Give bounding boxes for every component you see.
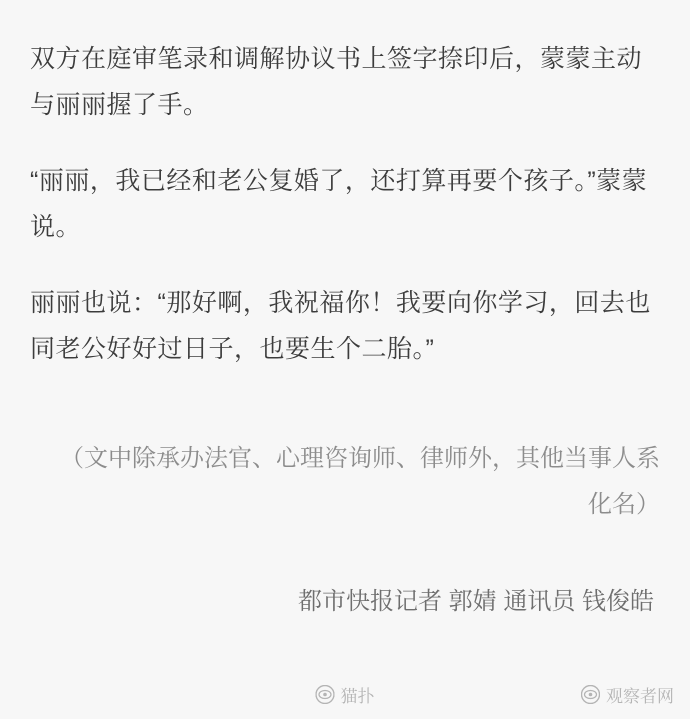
weibo-eye-icon — [316, 685, 335, 704]
article-note: （文中除承办法官、心理咨询师、律师外，其他当事人系化名） — [60, 445, 660, 518]
watermark-right-label: 观察者网 — [606, 687, 674, 706]
article-paragraph: 双方在庭审笔录和调解协议书上签字捺印后，蒙蒙主动与丽丽握了手。 — [30, 45, 643, 119]
article-byline: 都市快报记者 郭婧 通讯员 钱俊皓 — [297, 588, 654, 615]
byline-container — [30, 582, 660, 622]
weibo-eye-icon — [581, 685, 600, 704]
article-paragraph: 丽丽也说：“那好啊，我祝福你！我要向你学习，回去也同老公好好过日子，也要生个二胎。” — [30, 289, 651, 363]
article-paragraph: “丽丽，我已经和老公复婚了，还打算再要个孩子。”蒙蒙说。 — [30, 167, 648, 241]
watermark-center — [316, 682, 375, 707]
spacer — [30, 402, 660, 436]
watermark-right — [581, 682, 674, 707]
watermark-center-label: 猫扑 — [340, 687, 375, 706]
watermark-bar — [0, 677, 690, 711]
